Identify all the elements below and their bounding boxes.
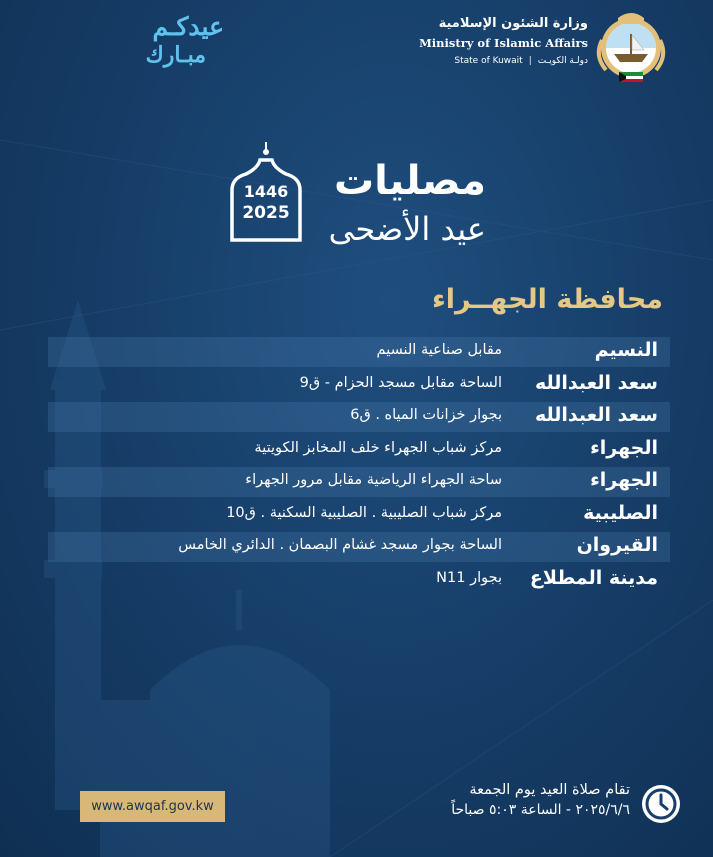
- clock-icon: [641, 784, 681, 824]
- governorate-heading: محافظة الجهــراء: [431, 284, 663, 315]
- ministry-name-ar: وزارة الشئون الإسلامية: [438, 16, 588, 31]
- prayer-day: تقام صلاة العيد يوم الجمعة: [469, 782, 630, 798]
- prayer-datetime: ٢٠٢٥/٦/٦ - الساعة ٥:٠٣ صباحاً: [451, 802, 630, 818]
- location-area: الجهراء: [590, 436, 658, 459]
- location-area: النسيم: [594, 339, 658, 361]
- list-item: [48, 500, 670, 530]
- list-item: [48, 435, 670, 465]
- location-area: القيروان: [576, 534, 658, 556]
- location-place: بجوار N11: [436, 569, 502, 586]
- state-separator: |: [528, 56, 532, 66]
- list-item: [48, 370, 670, 400]
- greeting-line1: عيدكـم: [152, 12, 224, 41]
- location-place: مركز شباب الصليبية . الصليبية السكنية . ق10: [226, 504, 502, 521]
- list-item: [48, 402, 670, 432]
- location-area: الصليبية: [583, 501, 658, 524]
- kuwait-emblem-logo: [592, 10, 670, 92]
- year-hijri: 1446: [243, 182, 289, 201]
- location-area: سعد العبدالله: [534, 404, 658, 426]
- location-area: سعد العبدالله: [534, 371, 658, 394]
- locations-list: [48, 337, 670, 597]
- location-place: الساحة بجوار مسجد غشام البصمان . الدائري الخامس: [178, 537, 502, 553]
- state-ar: دولـة الكويـت: [537, 56, 588, 66]
- location-place: مركز شباب الجهراء خلف المخابز الكويتية: [254, 439, 502, 456]
- location-place: ساحة الجهراء الرياضية مقابل مرور الجهراء: [245, 472, 502, 488]
- title-block: [0, 138, 713, 268]
- greeting-line2: مبـارك: [145, 42, 206, 68]
- list-item: [48, 467, 670, 497]
- location-place: مقابل صناعية النسيم: [376, 342, 502, 358]
- list-item: [48, 565, 670, 595]
- year-gregorian: 2025: [242, 203, 290, 223]
- list-item: [48, 532, 670, 562]
- ministry-header: [419, 16, 588, 66]
- list-item: [48, 337, 670, 367]
- prayer-time-note: [451, 782, 630, 818]
- title-main: مصليات: [333, 158, 486, 204]
- location-area: الجهراء: [590, 469, 658, 491]
- location-place: بجوار خزانات المياه . ق6: [350, 407, 502, 423]
- website-link[interactable]: www.awqaf.gov.kw: [80, 791, 225, 822]
- state-en: State of Kuwait: [454, 56, 523, 66]
- ministry-state: [419, 56, 588, 66]
- location-area: مدينة المطلاع: [529, 566, 658, 589]
- ministry-name-en: Ministry of Islamic Affairs: [419, 36, 588, 50]
- location-place: الساحة مقابل مسجد الحزام - ق9: [299, 374, 502, 391]
- title-sub: عيد الأضحى: [328, 210, 486, 248]
